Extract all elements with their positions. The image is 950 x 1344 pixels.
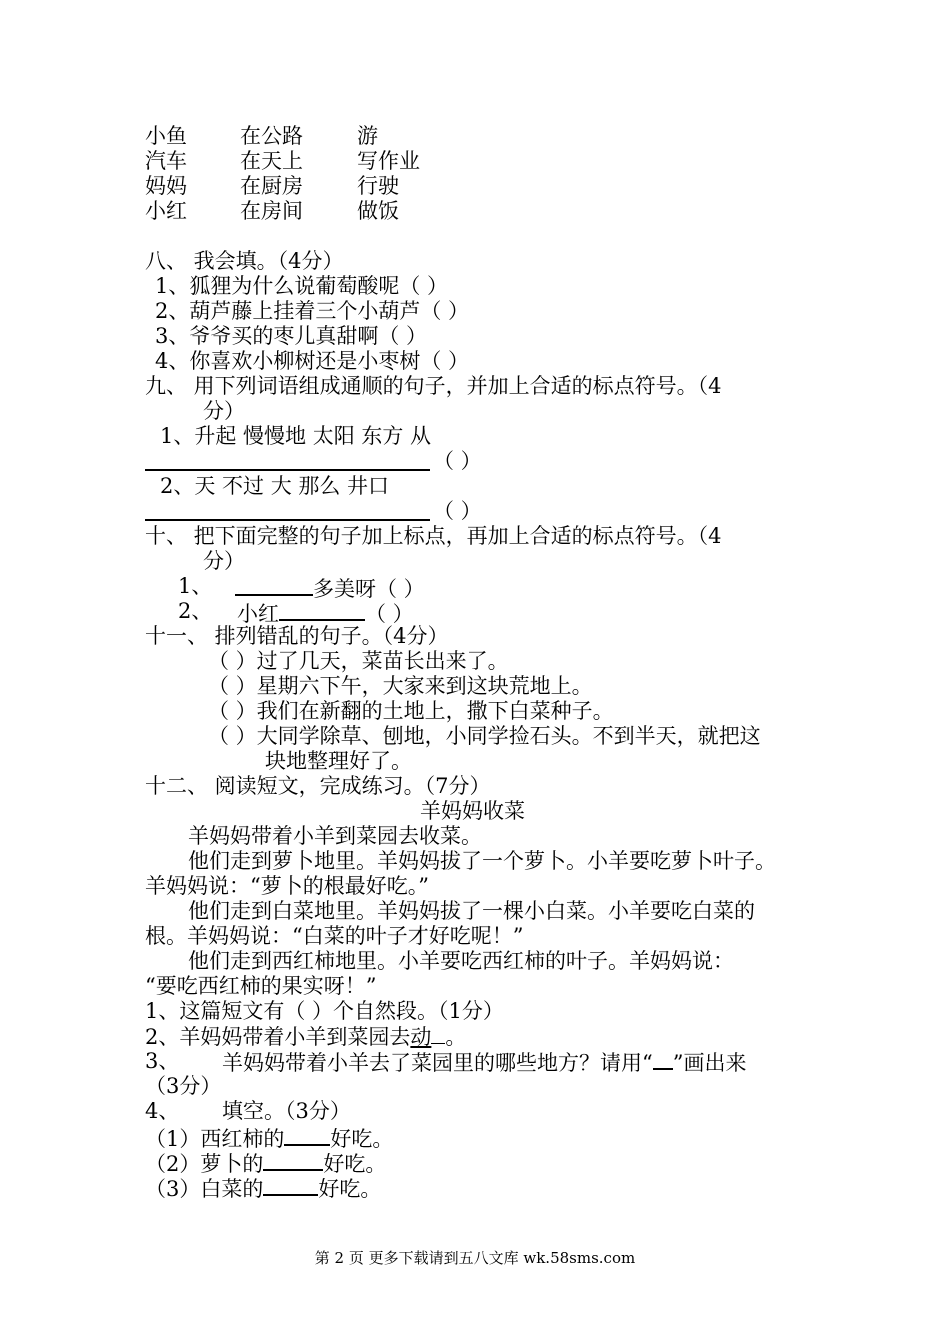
question-item-cont: （3分）: [145, 1074, 222, 1098]
question-text: 羊妈妈带着小羊去了菜园里的哪些地方？请用“: [222, 1051, 653, 1075]
fill-text: 好吃。: [323, 1152, 387, 1176]
question-text: 2、羊妈妈带着小羊到菜园去: [145, 1025, 411, 1049]
story-title: 羊妈妈收菜: [420, 799, 525, 823]
blank-line: [235, 574, 313, 596]
fill-item: [145, 1149, 386, 1174]
section-title: 十、 把下面完整的句子加上标点，再加上合适的标点符号。（4: [145, 524, 722, 548]
story-paragraph-cont: 羊妈妈说：“萝卜的根最好吃。”: [145, 874, 429, 898]
blank-line: [263, 1174, 318, 1196]
match-cell: 做饭: [357, 199, 399, 223]
underlined-word: 动: [410, 1025, 432, 1049]
answer-paren: （ ）: [433, 499, 482, 523]
fill-text: 好吃。: [318, 1177, 382, 1201]
blank-line: [263, 1149, 323, 1171]
blank-line: [284, 1124, 330, 1146]
underline-sample: [653, 1049, 673, 1070]
question-item: 1、狐狸为什么说葡萄酸呢（ ）: [155, 274, 449, 298]
section-title-cont: 分）: [203, 549, 245, 573]
answer-line: [145, 469, 430, 471]
match-cell: 在天上: [240, 149, 303, 173]
fill-text: 好吃。: [330, 1127, 394, 1151]
match-cell: 游: [357, 124, 378, 148]
match-cell: 行驶: [357, 174, 399, 198]
question-item: 1、这篇短文有（ ）个自然段。（1分）: [145, 999, 504, 1023]
page-footer: 第 2 页 更多下载请到五八文库 wk.58sms.com: [314, 1249, 636, 1267]
question-item: [145, 1024, 466, 1049]
fill-text: （2）萝卜的: [145, 1152, 264, 1176]
match-cell: 汽车: [145, 149, 187, 173]
sentence-item: （ ）大同学除草、刨地，小同学捡石头。不到半天，就把这: [208, 724, 761, 748]
sentence-item: （ ）过了几天，菜苗长出来了。: [208, 649, 509, 673]
story-paragraph: 羊妈妈带着小羊到菜园去收菜。: [188, 824, 482, 848]
question-item: 2、天 不过 大 那么 井口: [160, 474, 390, 498]
question-number: 3、: [145, 1049, 180, 1073]
match-cell: 小鱼: [145, 124, 187, 148]
sentence-item: （ ）我们在新翻的土地上，撒下白菜种子。: [208, 699, 614, 723]
fill-item: [145, 1174, 381, 1199]
question-text: ”画出来: [672, 1051, 747, 1075]
question-item: 3、爷爷买的枣儿真甜啊（ ）: [155, 324, 428, 348]
match-cell: 在房间: [240, 199, 303, 223]
question-item: 填空。（3分）: [222, 1099, 351, 1123]
match-cell: 在厨房: [240, 174, 303, 198]
story-paragraph: 他们走到萝卜地里。羊妈妈拔了一个萝卜。小羊要吃萝卜叶子。: [188, 849, 776, 873]
answer-paren: （ ）: [365, 602, 414, 626]
fill-text: （1）西红柿的: [145, 1127, 285, 1151]
story-paragraph: 他们走到西红柿地里。小羊要吃西红柿的叶子。羊妈妈说：: [188, 949, 734, 973]
question-number: 2、: [178, 599, 213, 623]
question-item: [235, 574, 425, 599]
blank-line: [431, 1024, 445, 1044]
fill-item: [145, 1124, 393, 1149]
section-title: 九、 用下列词语组成通顺的句子，并加上合适的标点符号。（4: [145, 374, 722, 398]
story-paragraph-cont: 根。羊妈妈说：“白菜的叶子才好吃呢！”: [145, 924, 524, 948]
match-cell: 小红: [145, 199, 187, 223]
question-text: 小红: [237, 602, 279, 626]
question-item: [222, 1049, 746, 1074]
question-item: [237, 599, 414, 624]
story-paragraph: 他们走到白菜地里。羊妈妈拔了一棵小白菜。小羊要吃白菜的: [188, 899, 755, 923]
match-cell: 妈妈: [145, 174, 187, 198]
question-text: 。: [445, 1025, 467, 1049]
question-item: 4、你喜欢小柳树还是小枣树（ ）: [155, 349, 470, 373]
answer-line: [145, 519, 430, 521]
section-title: 八、 我会填。（4分）: [145, 249, 344, 273]
sentence-item-cont: 块地整理好了。: [265, 749, 412, 773]
question-item: 1、升起 慢慢地 太阳 东方 从: [160, 424, 432, 448]
question-number: 4、: [145, 1099, 180, 1123]
match-cell: 在公路: [240, 124, 303, 148]
story-paragraph-cont: “要吃西红柿的果实呀！”: [145, 974, 377, 998]
section-title-cont: 分）: [203, 399, 245, 423]
blank-line: [279, 599, 365, 621]
sentence-item: （ ）星期六下午，大家来到这块荒地上。: [208, 674, 593, 698]
fill-text: （3）白菜的: [145, 1177, 264, 1201]
answer-paren: （ ）: [433, 449, 482, 473]
question-text: 多美呀（ ）: [313, 577, 425, 601]
section-title: 十二、 阅读短文，完成练习。（7分）: [145, 774, 491, 798]
question-item: 2、葫芦藤上挂着三个小葫芦（ ）: [155, 299, 470, 323]
match-cell: 写作业: [357, 149, 420, 173]
section-title: 十一、 排列错乱的句子。（4分）: [145, 624, 449, 648]
question-number: 1、: [178, 574, 213, 598]
